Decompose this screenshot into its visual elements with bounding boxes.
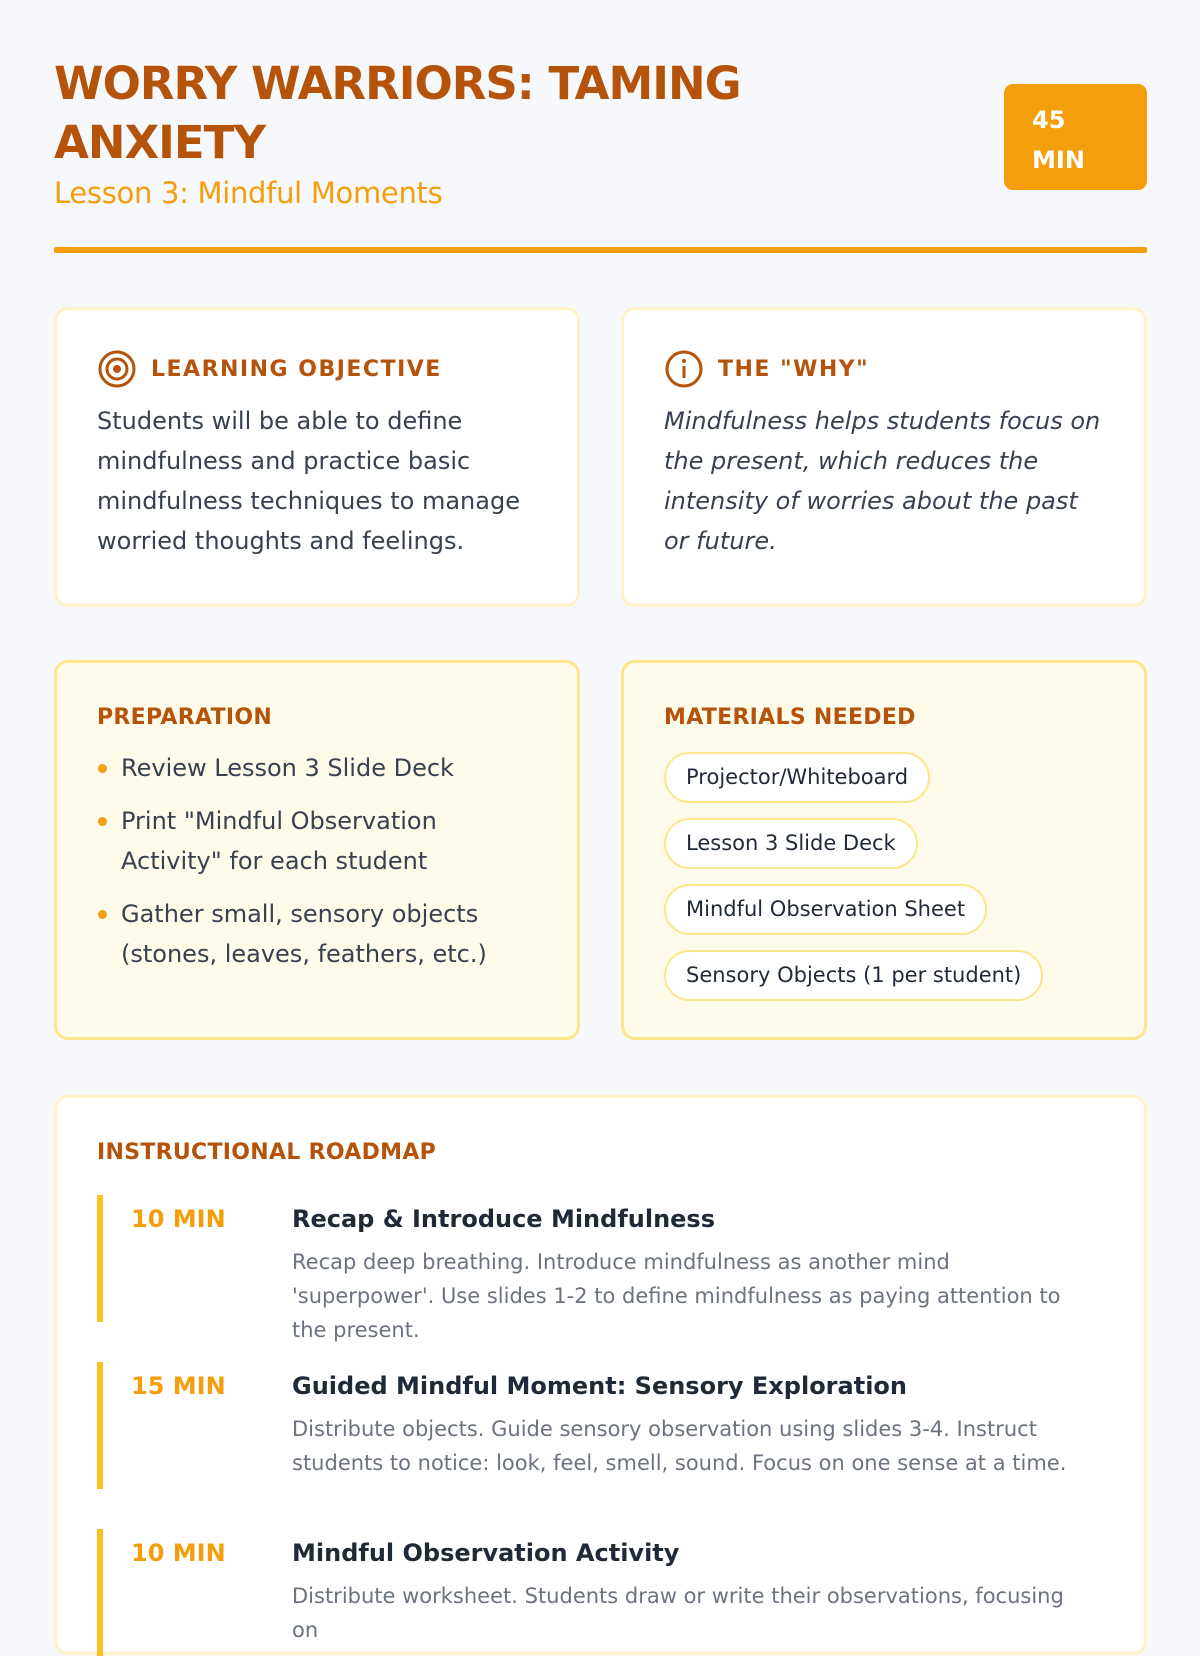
- materials-card: [621, 660, 1147, 1040]
- instructional-roadmap-card: [54, 1095, 1147, 1655]
- learning-objective-card: [54, 307, 580, 607]
- roadmap-heading: INSTRUCTIONAL ROADMAP: [97, 1140, 437, 1165]
- duration-badge: [1004, 84, 1147, 190]
- step-body: [292, 1372, 1092, 1480]
- duration-unit: MIN: [1032, 146, 1085, 174]
- step-title: Guided Mindful Moment: Sensory Exploration: [292, 1372, 907, 1400]
- step-time: 15 MIN: [131, 1372, 226, 1400]
- preparation-list: [97, 748, 537, 974]
- learning-objective-heading: LEARNING OBJECTIVE: [151, 356, 442, 382]
- preparation-card: [54, 660, 580, 1040]
- page-title: WORRY WARRIORS: TAMING ANXIETY: [54, 57, 741, 169]
- learning-objective-heading-row: [97, 349, 537, 389]
- info-icon: [664, 349, 704, 389]
- why-card: [621, 307, 1147, 607]
- material-tag: Projector/Whiteboard: [664, 752, 930, 803]
- material-tag: Mindful Observation Sheet: [664, 884, 987, 935]
- step-description: Distribute worksheet. Students draw or write their observations, focusing on: [292, 1584, 1064, 1642]
- step-time: 10 MIN: [131, 1205, 226, 1233]
- list-item: Review Lesson 3 Slide Deck: [97, 748, 537, 788]
- target-icon: [97, 349, 137, 389]
- step-description: Recap deep breathing. Introduce mindfulness as another mind 'superpower'. Use slides 1-2 to define mindfulness as paying attention to the present.: [292, 1250, 1061, 1342]
- why-heading: THE "WHY": [718, 356, 870, 382]
- material-tag: Lesson 3 Slide Deck: [664, 818, 918, 869]
- roadmap-step: [97, 1529, 1104, 1656]
- step-title: Mindful Observation Activity: [292, 1539, 680, 1567]
- list-item: Print "Mindful Observation Activity" for each student: [97, 801, 537, 881]
- page-subtitle: Lesson 3: Mindful Moments: [54, 176, 443, 210]
- duration-number: 45: [1032, 106, 1066, 134]
- step-description: Distribute objects. Guide sensory observation using slides 3-4. Instruct students to notice: look, feel, smell, sound. Focus on one sense at a time.: [292, 1417, 1067, 1475]
- step-body: [292, 1205, 1092, 1347]
- roadmap-step: [97, 1195, 1104, 1342]
- materials-heading: MATERIALS NEEDED: [664, 705, 916, 730]
- list-item: Gather small, sensory objects (stones, leaves, feathers, etc.): [97, 894, 537, 974]
- step-time: 10 MIN: [131, 1539, 226, 1567]
- materials-list: [664, 752, 1104, 1001]
- lesson-plan-page: [54, 0, 1147, 1642]
- header-divider: [54, 247, 1147, 253]
- preparation-heading: PREPARATION: [97, 705, 273, 730]
- learning-objective-text: Students will be able to define mindfulness and practice basic mindfulness techniques to manage worried thoughts and feelings.: [97, 407, 520, 555]
- header: [54, 0, 1147, 254]
- material-tag: Sensory Objects (1 per student): [664, 950, 1043, 1001]
- step-body: [292, 1539, 1092, 1647]
- why-heading-row: [664, 349, 1104, 389]
- roadmap-step: [97, 1362, 1104, 1489]
- why-text: Mindfulness helps students focus on the present, which reduces the intensity of worries about the past or future.: [664, 407, 1101, 555]
- step-title: Recap & Introduce Mindfulness: [292, 1205, 715, 1233]
- roadmap-steps: [97, 1195, 1104, 1656]
